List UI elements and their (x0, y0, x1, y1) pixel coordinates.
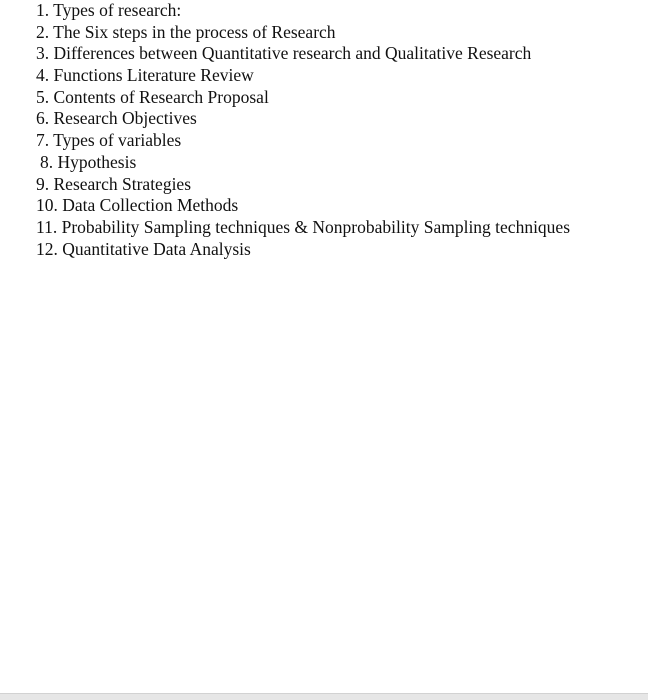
list-item: 2. The Six steps in the process of Research (36, 21, 336, 42)
list-item: 9. Research Strategies (36, 173, 192, 194)
list-item: 12. Quantitative Data Analysis (36, 238, 251, 259)
list-item: 11. Probability Sampling techniques & Nonprobability Sampling techniques (36, 216, 571, 237)
topic-list (36, 0, 570, 260)
list-item: 10. Data Collection Methods (36, 195, 239, 216)
list-item: 7. Types of variables (36, 130, 182, 151)
list-item: 5. Contents of Research Proposal (36, 86, 269, 107)
list-item: 8. Hypothesis (40, 151, 137, 172)
list-item: 1. Types of research: (36, 0, 182, 20)
list-item: 4. Functions Literature Review (36, 65, 254, 86)
list-item: 3. Differences between Quantitative research and Qualitative Research (36, 43, 532, 64)
horizontal-scrollbar[interactable] (0, 693, 648, 700)
list-item: 6. Research Objectives (36, 108, 197, 129)
